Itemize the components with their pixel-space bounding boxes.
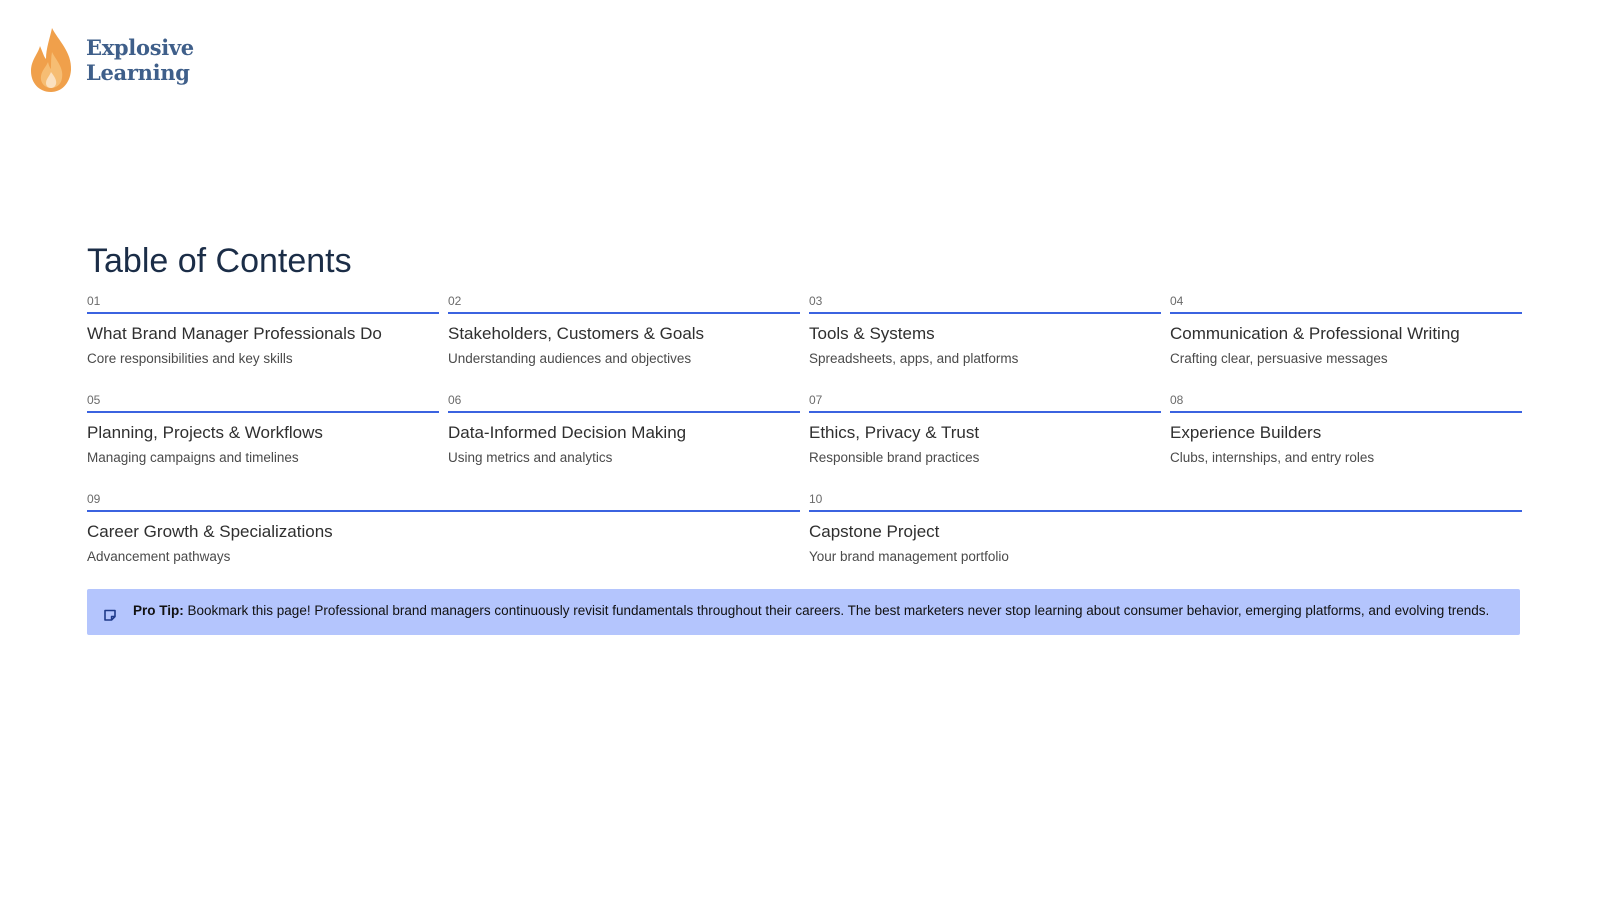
brand-logo[interactable] (28, 26, 194, 94)
note-icon (103, 608, 117, 622)
toc-item-number: 02 (448, 292, 800, 314)
toc-item-subtitle: Clubs, internships, and entry roles (1170, 450, 1375, 465)
toc-item-number: 05 (87, 391, 439, 413)
toc-item-subtitle: Understanding audiences and objectives (448, 351, 692, 366)
toc-item-09[interactable] (87, 490, 800, 589)
toc-item-02[interactable] (448, 292, 800, 391)
pro-tip-label: Pro Tip: (133, 603, 184, 618)
toc-item-title: Planning, Projects & Workflows (87, 423, 323, 442)
toc-item-number: 10 (809, 490, 1522, 512)
toc-item-subtitle: Using metrics and analytics (448, 450, 613, 465)
toc-item-subtitle: Your brand management portfolio (809, 549, 1009, 564)
flame-icon (28, 26, 74, 94)
toc-item-title: Experience Builders (1170, 423, 1322, 442)
toc-item-06[interactable] (448, 391, 800, 490)
toc-item-number: 01 (87, 292, 439, 314)
toc-item-number: 08 (1170, 391, 1522, 413)
toc-item-05[interactable] (87, 391, 439, 490)
toc-item-title: Stakeholders, Customers & Goals (448, 324, 705, 343)
toc-item-subtitle: Core responsibilities and key skills (87, 351, 293, 366)
toc-item-number: 06 (448, 391, 800, 413)
page-title: Table of Contents (87, 242, 352, 280)
toc-item-10[interactable] (809, 490, 1522, 589)
toc-item-title: Data-Informed Decision Making (448, 423, 687, 442)
toc-item-number: 07 (809, 391, 1161, 413)
toc-item-07[interactable] (809, 391, 1161, 490)
toc-item-title: Capstone Project (809, 522, 940, 541)
toc-item-subtitle: Crafting clear, persuasive messages (1170, 351, 1388, 366)
toc-item-03[interactable] (809, 292, 1161, 391)
pro-tip-text: Bookmark this page! Professional brand managers continuously revisit fundamentals throughout their careers. The best marketers never stop learning about consumer behavior, emerging platforms, and evolving trends. (183, 603, 1490, 618)
toc-item-subtitle: Managing campaigns and timelines (87, 450, 299, 465)
toc-item-number: 04 (1170, 292, 1522, 314)
toc-item-title: What Brand Manager Professionals Do (87, 324, 382, 343)
toc-item-04[interactable] (1170, 292, 1522, 391)
toc-section (87, 236, 1520, 635)
toc-item-title: Communication & Professional Writing (1170, 324, 1460, 343)
toc-item-title: Tools & Systems (809, 324, 935, 343)
toc-item-subtitle: Advancement pathways (87, 549, 231, 564)
toc-item-number: 09 (87, 490, 800, 512)
toc-grid (87, 292, 1520, 589)
toc-item-number: 03 (809, 292, 1161, 314)
brand-name-line2: Learning (86, 60, 190, 85)
toc-item-subtitle: Spreadsheets, apps, and platforms (809, 351, 1019, 366)
toc-item-subtitle: Responsible brand practices (809, 450, 980, 465)
pro-tip-callout (87, 589, 1520, 635)
toc-item-08[interactable] (1170, 391, 1522, 490)
brand-name-line1: Explosive (86, 35, 194, 60)
brand-name (86, 35, 194, 85)
toc-item-01[interactable] (87, 292, 439, 391)
toc-item-title: Ethics, Privacy & Trust (809, 423, 980, 442)
toc-item-title: Career Growth & Specializations (87, 522, 333, 541)
